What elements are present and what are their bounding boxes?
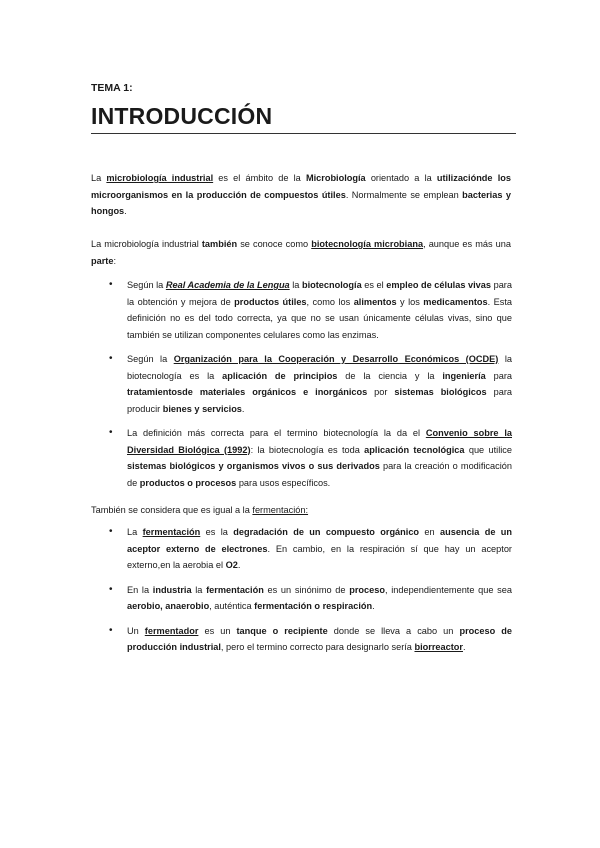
section-label: TEMA 1: [91,82,133,94]
term-microbiologia: Microbiología [305,173,366,183]
text: la [191,584,207,595]
bullet-icon: • [109,583,113,595]
title-divider [91,133,516,134]
text: la [289,280,302,290]
term-o2: O2 [225,560,238,570]
text: la biotecnología es la [127,354,512,381]
list-item [91,351,512,417]
list-item [91,277,512,343]
term-fermentacion-respiracion: fermentación o respiración [254,601,373,611]
paragraph-fermentacion [91,502,511,519]
text: : la biotecnología es toda [250,444,365,455]
term-industria: industria [152,584,192,595]
term-proceso-produccion: proceso de producción industrial [127,625,512,652]
text: La definición más correcta para el termino biotecnología la da el [127,428,426,438]
list-item [91,524,512,574]
paragraph-definition [91,170,511,220]
text: Un [127,625,145,636]
term-ocde: Organización para la Cooperación y Desarrollo Económicos (OCDE) [173,354,499,364]
text: . [372,601,375,611]
term-degradacion: degradación de un compuesto orgánico [233,527,420,537]
text: Según la [127,280,166,290]
term-real-academia: Real Academia de la Lengua [165,280,290,290]
term-proceso: proceso [349,584,385,595]
text: . Esta definición no es del todo correcta, ya que no se usan únicamente células vivas, sino que también se utilizan componentes celulares como las enzimas. [127,296,513,340]
definitions-list [91,277,512,499]
term-aerobio-anaerobio: aerobio, anaerobio [127,601,210,611]
term-productos-utiles: productos útiles [234,296,307,307]
page-title: INTRODUCCIÓN [91,103,273,129]
term-fermentacion: fermentación [142,527,201,537]
text: se conoce como [237,239,312,249]
term-tratamientos: tratamientosde materiales orgánicos e inorgánicos [127,387,368,397]
text: : [113,255,117,266]
text: . [462,642,466,652]
text: en [419,527,441,537]
term-ingenieria: ingeniería [442,370,486,381]
term-sistemas-biologicos: sistemas biológicos [394,387,487,397]
term-productos-procesos: productos o procesos [139,477,237,488]
term-fermentacion: fermentación: [252,505,309,515]
text: . Normalmente se emplean [345,189,463,200]
text: para usos específicos. [236,477,331,488]
bullet-icon: • [109,624,113,636]
text: En la [127,584,153,595]
text: de la ciencia y la [337,370,443,381]
text: es la [200,527,234,537]
term-medicamentos: medicamentos [423,296,488,307]
text: donde se lleva a cabo un [327,625,460,636]
term-empleo-celulas: empleo de células vivas [386,280,492,290]
text: para producir [127,387,512,414]
text: Según la [127,354,174,364]
text: , independientemente que sea [384,584,512,595]
text: para la creación o modificación de [127,461,512,488]
term-alimentos: alimentos [353,296,397,307]
text: para [485,370,513,381]
text: La [127,527,143,537]
text: . [241,403,245,414]
list-item [91,623,512,656]
text: que utilice [464,444,512,455]
text: por [367,387,395,397]
text: . [237,560,241,570]
text: es un [198,625,237,636]
term-biotecnologia: biotecnología [301,280,362,290]
text: es el [361,280,387,290]
text: . [124,206,127,216]
text: para la obtención y mejora de [127,280,512,307]
term-bacterias-hongos: bacterias y hongos [91,189,511,216]
term-biorreactor: biorreactor [414,642,463,652]
bullet-icon: • [109,526,113,537]
list-item [91,425,512,491]
text: es el ámbito de la [213,173,306,183]
text: , aunque es más una [423,239,511,249]
term-tambien: también [201,239,238,249]
term-microbiologia-industrial: microbiología industrial [106,173,214,183]
text: La [91,173,107,183]
term-convenio: Convenio sobre la Diversidad Biológica (1992) [127,428,512,455]
text: , auténtica [209,601,255,611]
fermentation-list [91,524,512,664]
term-aplicacion-principios: aplicación de principios [222,370,338,381]
bullet-icon: • [109,353,113,364]
text: También se considera que es igual a la [91,505,253,515]
text: es un sinónimo de [263,584,350,595]
term-sistemas-organismos: sistemas biológicos y organismos vivos o sus derivados [127,461,380,471]
term-ausencia-aceptor: ausencia de un aceptor externo de electrones [127,527,513,554]
text: orientado a la [365,173,437,183]
list-item [91,582,512,615]
bullet-icon: • [109,427,113,438]
text: y los [396,296,424,307]
term-fermentador: fermentador [144,625,199,636]
term-utilizacion: utilizaciónde los microorganismos en la producción de compuestos útiles [91,173,511,200]
term-bienes-servicios: bienes y servicios [162,403,242,414]
bullet-icon: • [109,279,113,290]
term-parte: parte [91,255,114,266]
paragraph-biotecnologia [91,236,511,269]
text: La microbiología industrial [91,239,202,249]
text: . En cambio, en la respiración sí que hay un aceptor externo,en la aerobia el [127,543,512,570]
text: , pero el termino correcto para designarlo sería [220,642,415,652]
term-fermentacion: fermentación [206,584,264,595]
text: , como los [306,296,354,307]
term-biotecnologia-microbiana: biotecnología microbiana [311,239,424,249]
term-aplicacion-tecnologica: aplicación tecnológica [364,444,465,455]
term-tanque-recipiente: tanque o recipiente [236,625,328,636]
